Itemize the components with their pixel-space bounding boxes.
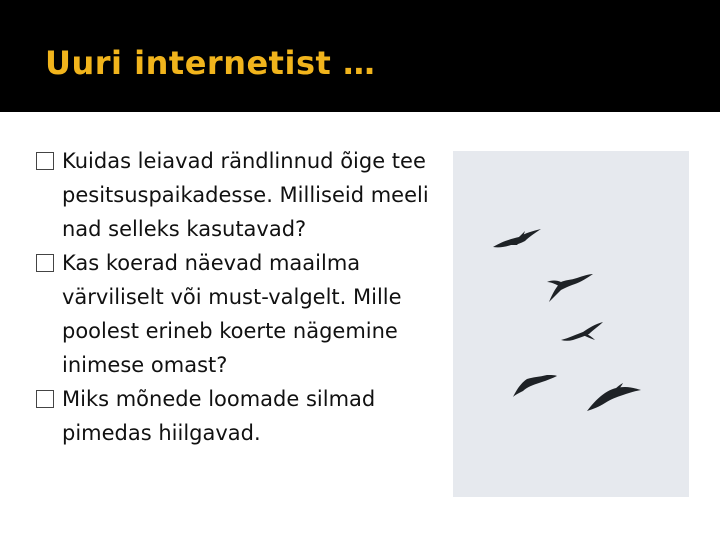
bullet-item — [36, 144, 441, 246]
bullet-marker-icon — [36, 254, 54, 272]
bullet-item — [36, 382, 441, 450]
flying-birds-icon — [453, 151, 689, 497]
birds-photo — [453, 151, 689, 497]
bullet-marker-icon — [36, 390, 54, 408]
bullet-text: Kas koerad näevad maailma värviliselt või must-valgelt. Mille poolest erineb koerte nägemine inimese omast? — [62, 251, 402, 377]
title-band — [0, 0, 720, 112]
slide-title: Uuri internetist … — [45, 44, 376, 82]
bullet-text: Kuidas leiavad rändlinnud õige tee pesitsuspaikadesse. Milliseid meeli nad selleks kasutavad? — [62, 149, 429, 241]
bullet-marker-icon — [36, 152, 54, 170]
bullet-list — [36, 144, 441, 450]
bullet-item — [36, 246, 441, 382]
bullet-text: Miks mõnede loomade silmad pimedas hiilgavad. — [62, 387, 376, 445]
